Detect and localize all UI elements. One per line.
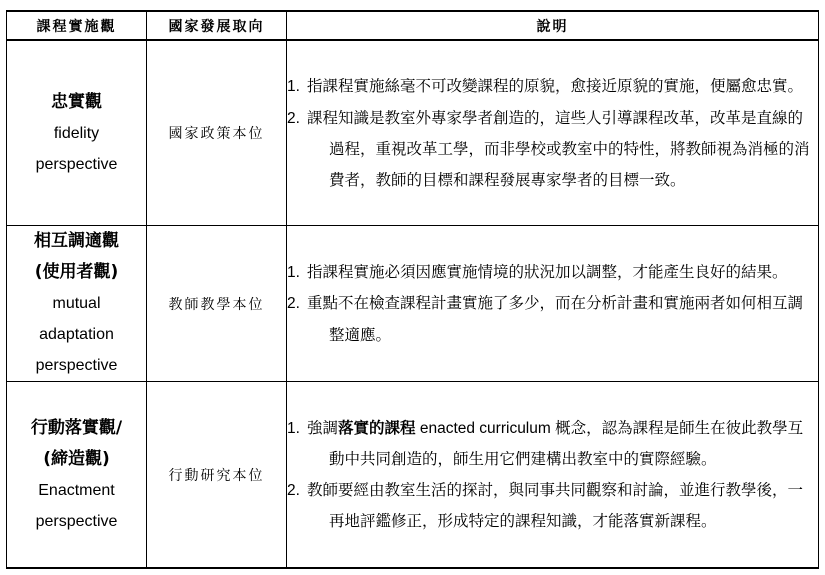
view-name-en: fidelity — [53, 124, 100, 142]
table-row — [7, 226, 819, 382]
orientation-cell: 國家政策本位 — [147, 40, 287, 226]
list-item: 1. 指課程實施必須因應實施情境的狀況加以調整，才能產生良好的結果。 — [287, 262, 788, 281]
view-cell-fidelity — [7, 40, 147, 226]
list-item: 2. 課程知識是教室外專家學者創造的，這些人引導課程改革，改革是直線的過程，重視改革工學，而非學校或教室中的特性，將教師視為消極的消費者，教師的目標和課程發展專家學者的目標一致。 — [287, 108, 810, 189]
orientation-cell: 教師教學本位 — [147, 226, 287, 382]
orientation-cell: 行動研究本位 — [147, 382, 287, 569]
view-name-en: Enactment — [38, 481, 115, 499]
header-description: 說明 — [287, 11, 819, 40]
view-cell-enactment — [7, 382, 147, 569]
emphasis-term: 落實的課程 — [338, 418, 416, 437]
table-row — [7, 40, 819, 226]
view-name-en: mutual — [52, 295, 101, 312]
description-cell — [287, 382, 819, 569]
description-cell — [287, 40, 819, 226]
table-row — [7, 382, 819, 569]
view-name-zh: 相互調適觀 — [34, 231, 119, 251]
list-item: 1. 強調落實的課程 enacted curriculum 概念，認為課程是師生在彼此教學互動中共同創造的，師生用它們建構出教室中的實際經驗。 — [287, 418, 804, 468]
header-view: 課程實施觀 — [7, 11, 147, 40]
list-item: 1. 指課程實施絲毫不可改變課程的原貌，愈接近原貌的實施，便屬愈忠實。 — [287, 77, 804, 95]
header-orientation: 國家發展取向 — [147, 11, 287, 40]
view-name-en: perspective — [35, 155, 118, 173]
view-name-en: perspective — [35, 357, 118, 374]
view-name-zh: 忠實觀 — [51, 91, 102, 112]
view-cell-mutual-adaptation — [7, 226, 147, 382]
table-header-row — [7, 11, 819, 40]
view-name-zh-alt: (使用者觀) — [34, 262, 119, 282]
view-name-en: adaptation — [39, 326, 114, 343]
curriculum-implementation-table — [6, 10, 819, 569]
list-item: 2. 重點不在檢查課程計畫實施了多少，而在分析計畫和實施兩者如何相互調整適應。 — [287, 294, 804, 344]
view-name-en: perspective — [35, 512, 118, 530]
description-cell — [287, 226, 819, 382]
list-item: 2. 教師要經由教室生活的探討，與同事共同觀察和討論，並進行教學後，一再地評鑑修正，形成特定的課程知識，才能落實新課程。 — [287, 480, 804, 530]
view-name-zh: 行動落實觀/ — [30, 417, 123, 438]
view-name-zh-alt: (締造觀) — [43, 448, 110, 469]
